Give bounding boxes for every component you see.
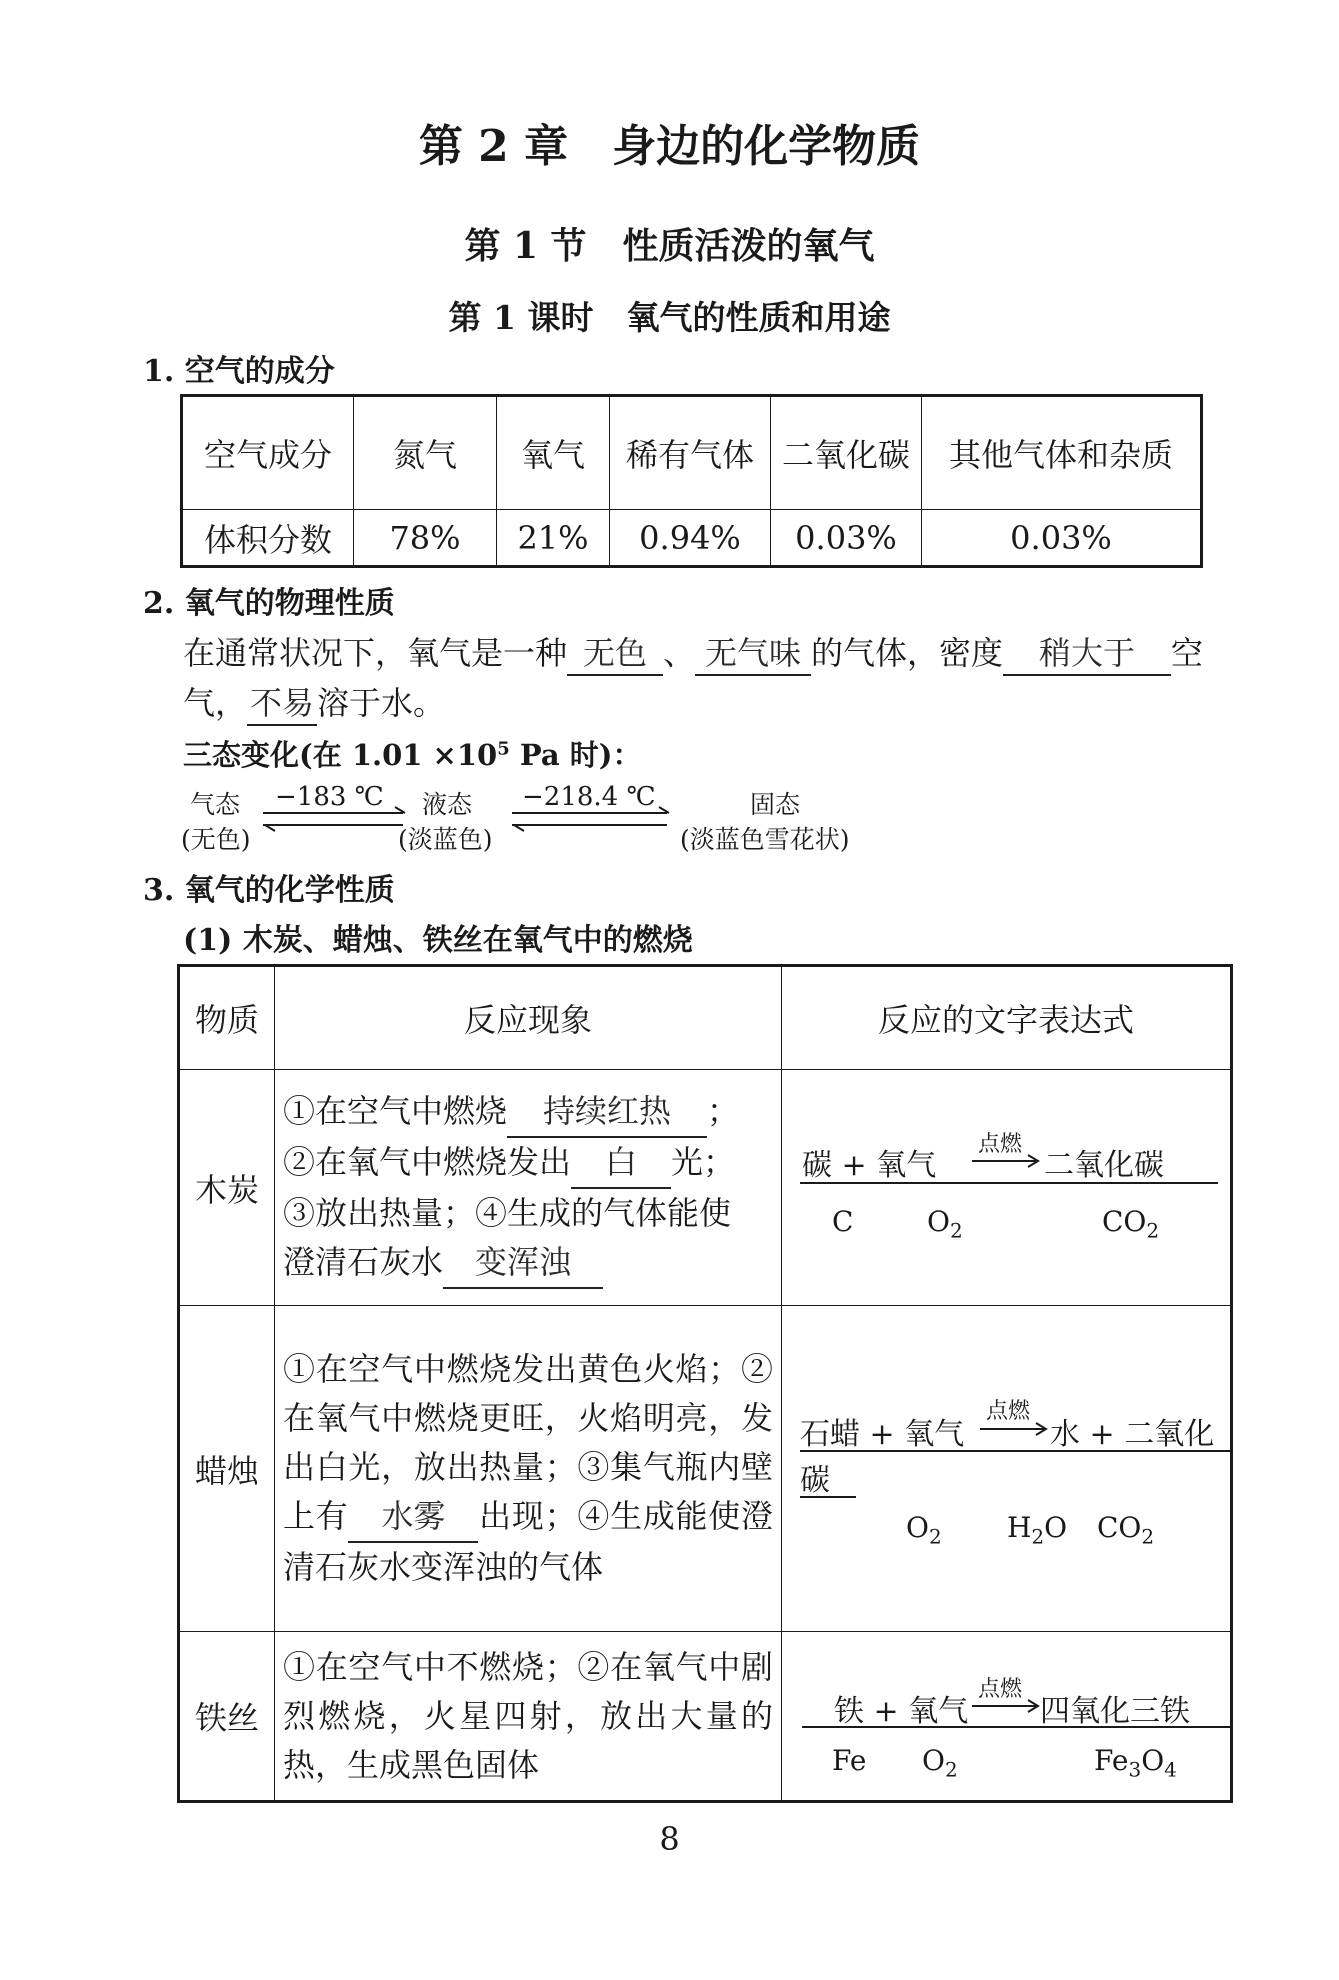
- section-1-heading: 1. 空气的成分: [143, 354, 335, 389]
- text: O: [906, 1511, 929, 1544]
- text: CO: [1097, 1511, 1142, 1544]
- equation-left: 碳 + 氧气: [802, 1148, 937, 1183]
- text: ①在空气中燃烧发出黄色火焰；②在氧气中燃烧更旺，火焰明亮，发出白光，放出热量；③集气瓶内壁上有: [283, 1350, 773, 1535]
- substance-cell: 木炭: [179, 1070, 275, 1306]
- phen-line: [283, 1138, 773, 1189]
- condition: 点燃: [978, 1132, 1023, 1157]
- header-cell: 物质: [179, 966, 275, 1070]
- value-cell: 0.03%: [922, 510, 1202, 567]
- equation-underline: [800, 1450, 1230, 1452]
- superscript: 5: [497, 738, 510, 760]
- formula: [922, 1744, 958, 1782]
- text: 溶于水。: [317, 684, 446, 722]
- text: Fe: [832, 1744, 867, 1777]
- equation-underline: [802, 1726, 1232, 1728]
- state-liquid: 液态: [422, 790, 473, 819]
- value-cell: 0.03%: [771, 510, 922, 567]
- header-cell: 空气成分: [182, 396, 354, 510]
- section-3-subheading: (1) 木炭、蜡烛、铁丝在氧气中的燃烧: [183, 923, 693, 958]
- substance-cell: 蜡烛: [179, 1306, 275, 1632]
- text: 光；: [671, 1142, 736, 1181]
- table-row: [182, 510, 1202, 567]
- page-number: 8: [659, 1820, 680, 1858]
- equation-right: 二氧化碳: [1044, 1148, 1164, 1183]
- condition: 点燃: [978, 1677, 1023, 1702]
- subscript: 3: [1128, 1757, 1142, 1782]
- subscript: 4: [1164, 1757, 1177, 1782]
- section-title: 第 1 节 性质活泼的氧气: [464, 225, 875, 267]
- table-row: [179, 1306, 1232, 1632]
- arrow: [972, 1154, 1042, 1168]
- state-gas-note: (无色): [181, 825, 251, 854]
- value-cell: 21%: [497, 510, 610, 567]
- lesson-title: 第 1 课时 氧气的性质和用途: [448, 298, 891, 337]
- state-solid: 固态: [750, 790, 801, 819]
- text: 、: [663, 634, 696, 672]
- phenomenon-cell: [275, 1070, 782, 1306]
- text: 的气体，密度: [811, 634, 1004, 672]
- text: 在通常状况下，氧气是一种: [183, 634, 568, 672]
- subscript: 2: [949, 1218, 963, 1243]
- substance-cell: 铁丝: [179, 1632, 275, 1802]
- formula: [1094, 1744, 1177, 1782]
- state-solid-note: (淡蓝色雪花状): [680, 825, 850, 854]
- combustion-table: [177, 964, 1233, 1803]
- answer-blank: 不易: [247, 678, 317, 726]
- temp-2: −218.4 ℃: [522, 782, 656, 812]
- value-cell: 0.94%: [610, 510, 771, 567]
- chapter-title: 第 2 章 身边的化学物质: [418, 121, 921, 172]
- physical-properties-line-1: [183, 628, 1203, 676]
- equation-cell: [782, 1632, 1232, 1802]
- three-state-label: [183, 733, 641, 774]
- phen-line: ③放出热量；④生成的气体能使: [283, 1193, 732, 1232]
- formula: [1007, 1511, 1067, 1549]
- text: ①在空气中燃烧: [283, 1091, 508, 1130]
- answer-blank: 稍大于: [1003, 628, 1171, 676]
- formula: [906, 1511, 942, 1549]
- table-row: [179, 1632, 1232, 1802]
- state-arrows: [255, 805, 675, 835]
- answer-blank: 无气味: [695, 628, 811, 676]
- arrow: [980, 1422, 1050, 1436]
- equation-wrap: 碳: [800, 1463, 830, 1498]
- answer-blank: 持续红热: [507, 1087, 707, 1138]
- text: Pa 时)：: [509, 738, 642, 772]
- answer-blank: 无色: [567, 628, 663, 676]
- formula: [832, 1205, 853, 1238]
- subscript: 2: [1146, 1218, 1160, 1243]
- value-cell: 78%: [354, 510, 497, 567]
- text: O: [1141, 1744, 1165, 1777]
- equation-right: 水 + 二氧化: [1050, 1417, 1215, 1452]
- text: O: [1044, 1511, 1068, 1544]
- formula: [1097, 1511, 1154, 1549]
- text: 出现；④生成能使澄清石灰水变浑浊的气体: [283, 1497, 773, 1586]
- text: 三态变化(在 1.01 ×10: [183, 738, 498, 772]
- formula: [1102, 1205, 1159, 1243]
- header-cell: 氧气: [497, 396, 610, 510]
- table-row: [182, 396, 1202, 510]
- text: Fe: [1094, 1744, 1129, 1777]
- formula: [927, 1205, 963, 1243]
- formula: [832, 1744, 866, 1777]
- state-liquid-note: (淡蓝色): [398, 825, 493, 854]
- section-3-heading: 3. 氧气的化学性质: [143, 873, 395, 908]
- answer-blank: 白: [571, 1138, 671, 1189]
- air-composition-table: [180, 394, 1203, 568]
- text: O: [927, 1205, 950, 1238]
- header-cell: 反应的文字表达式: [782, 966, 1232, 1070]
- text: H: [1007, 1511, 1032, 1544]
- phenomenon-cell: ①在空气中不燃烧；②在氧气中剧烈燃烧，火星四射，放出大量的热，生成黑色固体: [275, 1632, 782, 1802]
- subscript: 2: [1141, 1524, 1155, 1549]
- physical-properties-line-2: [183, 678, 445, 726]
- equation-left: 铁 + 氧气: [834, 1694, 969, 1729]
- text: 空: [1171, 634, 1204, 672]
- state-gas: 气态: [190, 790, 241, 819]
- text: 澄清石灰水: [283, 1242, 444, 1281]
- row-label: 体积分数: [182, 510, 354, 567]
- text: CO: [1102, 1205, 1147, 1238]
- phen-line: [283, 1238, 773, 1289]
- text: O: [922, 1744, 945, 1777]
- phenomenon-cell: [275, 1306, 782, 1632]
- header-cell: 氮气: [354, 396, 497, 510]
- subscript: 2: [1031, 1524, 1045, 1549]
- answer-blank: 变浑浊: [443, 1238, 603, 1289]
- phen-line: [283, 1087, 773, 1138]
- section-2-heading: 2. 氧气的物理性质: [143, 586, 395, 621]
- answer-blank: 水雾: [348, 1492, 478, 1543]
- header-cell: 反应现象: [275, 966, 782, 1070]
- equation-underline: [800, 1182, 1218, 1184]
- subscript: 2: [944, 1757, 958, 1782]
- text: ；: [707, 1091, 740, 1130]
- equation-left: 石蜡 + 氧气: [800, 1417, 965, 1452]
- condition: 点燃: [986, 1399, 1031, 1424]
- equation-cell: [782, 1070, 1232, 1306]
- header-cell: 其他气体和杂质: [922, 396, 1202, 510]
- table-row: [179, 1070, 1232, 1306]
- text: ②在氧气中燃烧发出: [283, 1142, 572, 1181]
- text: C: [832, 1205, 854, 1238]
- subscript: 2: [928, 1524, 942, 1549]
- equation-cell: [782, 1306, 1232, 1632]
- temp-1: −183 ℃: [275, 782, 384, 812]
- equation-right: 四氧化三铁: [1040, 1694, 1190, 1729]
- equation-underline: [800, 1496, 856, 1498]
- table-row: [179, 966, 1232, 1070]
- header-cell: 稀有气体: [610, 396, 771, 510]
- text: 气，: [183, 684, 248, 722]
- arrow: [972, 1699, 1042, 1713]
- header-cell: 二氧化碳: [771, 396, 922, 510]
